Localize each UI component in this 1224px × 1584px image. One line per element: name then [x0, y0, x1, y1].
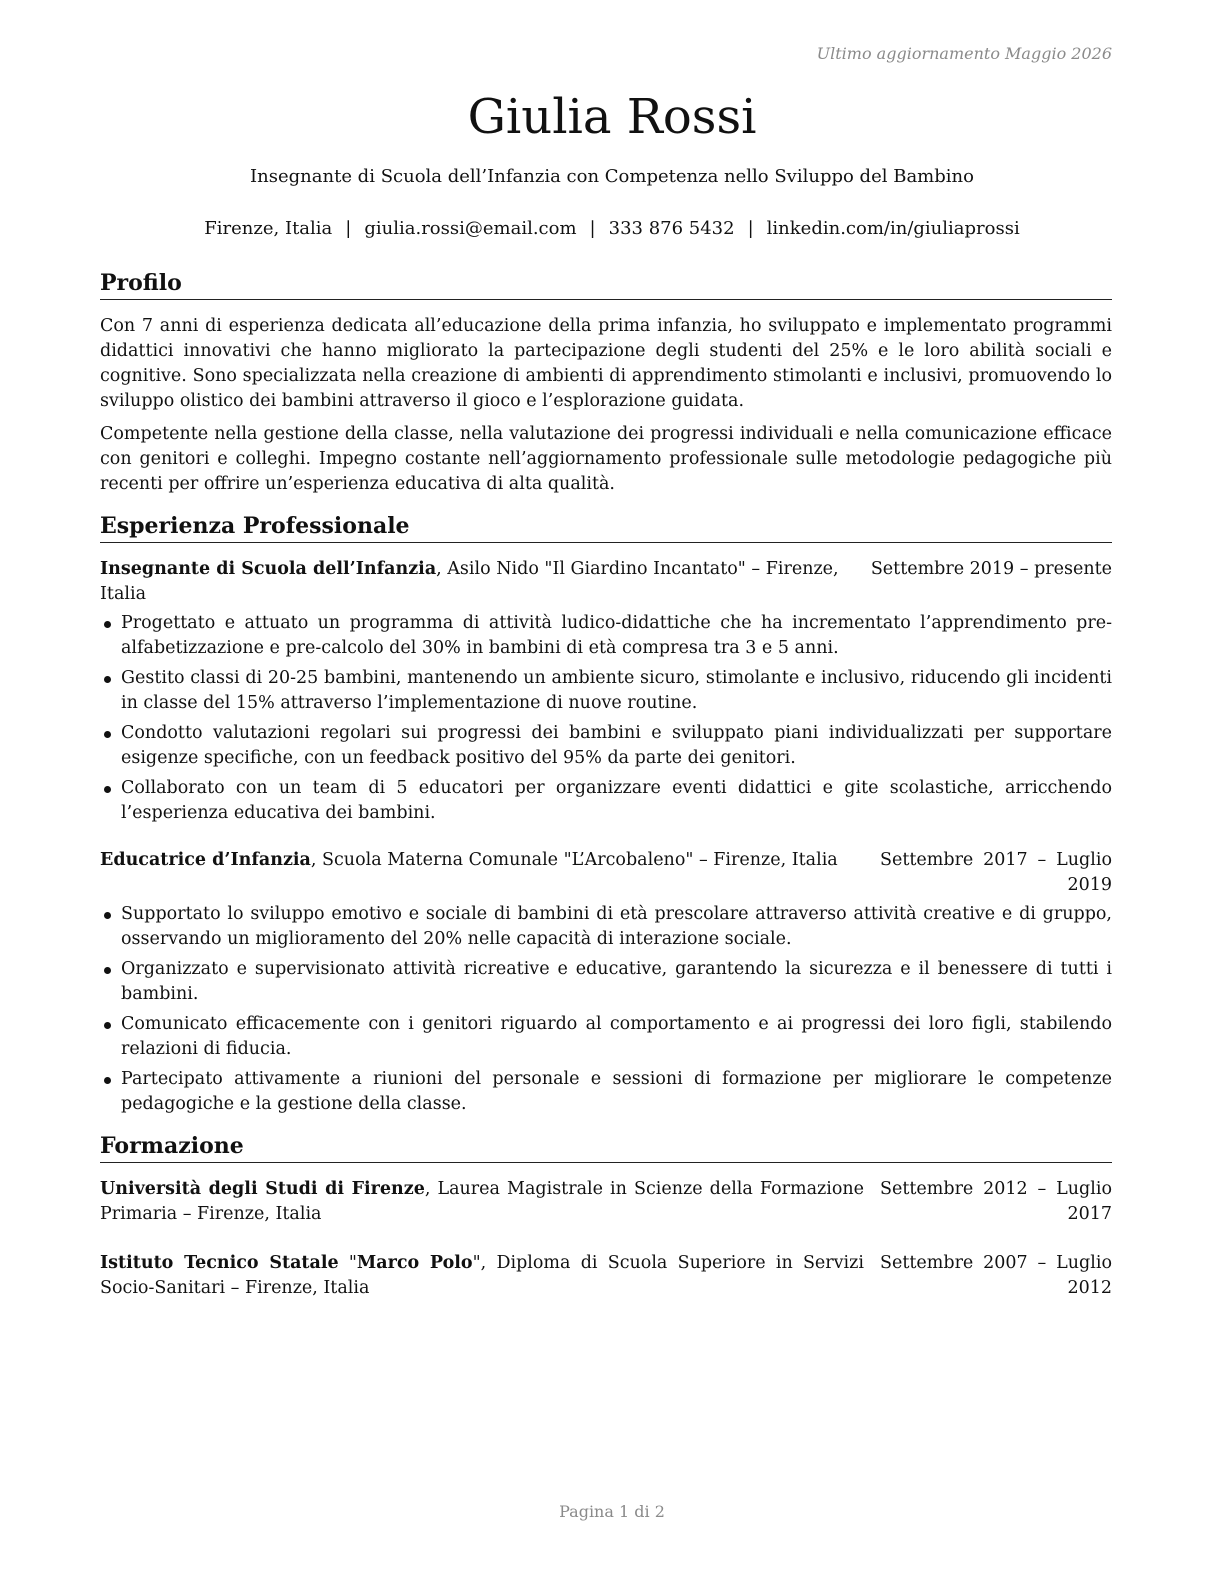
job-title: Educatrice d’Infanzia	[100, 850, 311, 870]
section-heading-education: Formazione	[100, 1131, 1112, 1163]
bullet-item: Supportato lo sviluppo emotivo e sociale di bambini di età prescolare attraverso attività creative e di gruppo, osservando un miglioramento del 20% nelle capacità di interazione sociale.	[100, 902, 1112, 952]
job-dates: Settembre 2019 – presente	[870, 559, 1112, 579]
job-header	[100, 557, 1112, 607]
bullet-item: Comunicato efficacemente con i genitori riguardo al comportamento e ai progressi dei loro figli, stabilendo relazioni di fiducia.	[100, 1012, 1112, 1062]
profile-paragraph: Competente nella gestione della classe, nella valutazione dei progressi individuali e nella comunicazione efficace con genitori e colleghi. Impegno costante nell’aggiornamento professionale sulle metodologie pedagogiche più recenti per offrire un’esperienza educativa di alta qualità.	[100, 424, 1112, 494]
job-bullets	[100, 902, 1112, 1117]
last-updated-note: Ultimo aggiornamento Maggio 2026	[816, 44, 1112, 63]
bullet-item: Condotto valutazioni regolari sui progressi dei bambini e sviluppato piani individualizzati per supportare esigenze specifiche, con un feedback positivo del 95% da parte dei genitori.	[100, 721, 1112, 771]
bullet-item: Organizzato e supervisionato attività ricreative e educative, garantendo la sicurezza e il benessere di tutti i bambini.	[100, 957, 1112, 1007]
education-degree: , Laurea Magistrale in Scienze della Formazione Primaria – Firenze, Italia	[100, 1179, 864, 1224]
job-bullets	[100, 611, 1112, 826]
profile-section	[100, 268, 1112, 497]
profile-paragraph: Con 7 anni di esperienza dedicata all’educazione della prima infanzia, ho sviluppato e implementato programmi didattici innovativi che hanno migliorato la partecipazione degli studenti del 25% e le loro abilità sociali e cognitive. Sono specializzata nella creazione di ambienti di apprendimento stimolanti e inclusivi, promuovendo lo sviluppo olistico dei bambini attraverso il gioco e l’esplorazione guidata.	[100, 316, 1112, 411]
contact-separator: |	[747, 218, 754, 239]
education-quote: "	[338, 1253, 357, 1273]
page-number: Pagina 1 di 2	[559, 1502, 665, 1521]
contact-separator: |	[589, 218, 596, 239]
education-institution: Istituto Tecnico Statale	[100, 1253, 339, 1273]
candidate-name: Giulia Rossi	[467, 89, 757, 145]
section-heading-profile: Profilo	[100, 268, 1112, 300]
job-entry	[100, 557, 1112, 826]
section-heading-experience: Esperienza Professionale	[100, 511, 1112, 543]
bullet-item: Progettato e attuato un programma di attività ludico-didattiche che ha incrementato l’apprendimento pre-alfabetizzazione e pre-calcolo del 30% in bambini di età compresa tra 3 e 5 anni.	[100, 611, 1112, 661]
job-title-line	[100, 557, 855, 607]
education-details	[100, 1177, 864, 1227]
job-employer: , Scuola Materna Comunale "L’Arcobaleno" – Firenze, Italia	[310, 850, 838, 870]
job-title-line	[100, 848, 864, 898]
education-details	[100, 1251, 864, 1301]
education-institution: Università degli Studi di Firenze	[100, 1179, 425, 1199]
contact-separator: |	[345, 218, 352, 239]
education-entry	[100, 1177, 1112, 1227]
contact-line	[0, 218, 1224, 239]
experience-section	[100, 511, 1112, 1117]
contact-linkedin-link[interactable]: linkedin.com/in/giuliaprossi	[766, 218, 1020, 239]
resume-body	[100, 268, 1112, 1315]
job-entry	[100, 848, 1112, 1117]
job-title: Insegnante di Scuola dell’Infanzia	[100, 559, 437, 579]
bullet-item: Collaborato con un team di 5 educatori per organizzare eventi didattici e gite scolastiche, arricchendo l’esperienza educativa dei bambini.	[100, 776, 1112, 826]
education-quote: "	[472, 1253, 481, 1273]
education-entry	[100, 1251, 1112, 1301]
education-section	[100, 1131, 1112, 1301]
bullet-item: Gestito classi di 20-25 bambini, mantenendo un ambiente sicuro, stimolante e inclusivo, riducendo gli incidenti in classe del 15% attraverso l’implementazione di nuove routine.	[100, 666, 1112, 716]
education-degree: , Diploma di Scuola Superiore in Servizi Socio-Sanitari – Firenze, Italia	[100, 1253, 864, 1298]
job-header	[100, 848, 1112, 898]
candidate-headline: Insegnante di Scuola dell’Infanzia con Competenza nello Sviluppo del Bambino	[250, 166, 974, 187]
job-dates: Settembre 2017 – Luglio 2019	[880, 850, 1112, 895]
contact-location: Firenze, Italia	[204, 218, 333, 239]
contact-email-link[interactable]: giulia.rossi@email.com	[364, 218, 577, 239]
education-institution-name: Marco Polo	[356, 1253, 473, 1273]
contact-phone[interactable]: 333 876 5432	[608, 218, 735, 239]
job-employer: , Asilo Nido "Il Giardino Incantato" – Firenze, Italia	[100, 559, 839, 604]
education-dates: Settembre 2007 – Luglio 2012	[880, 1253, 1112, 1298]
bullet-item: Partecipato attivamente a riunioni del personale e sessioni di formazione per migliorare le competenze pedagogiche e la gestione della classe.	[100, 1067, 1112, 1117]
education-dates: Settembre 2012 – Luglio 2017	[880, 1179, 1112, 1224]
